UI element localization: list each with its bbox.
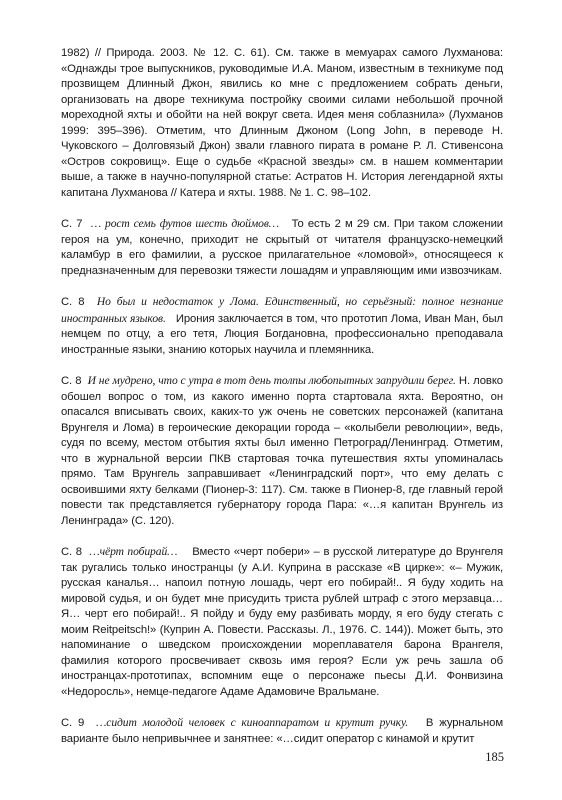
quoted-phrase: …сидит молодой человек с киноаппаратом и крутит ручку.: [96, 716, 409, 729]
page-number: 185: [485, 750, 504, 764]
commentary-text: Вместо «черт побери» – в русской литературе до Врунгеля так ругались только иностранцы (у А.И. Куприна в рассказе «В цирке»: «– Мужик, русская каналья… напоил потную лошадь, черт его побирай!.. Я буду ходить на мировой судья, и он будет мне присудить триста рублей штраф с этого мерзавца… Я… черт его побирай!.. Я пойду и буду ему разбивать морду, я его буду стегать с моим Reitpeitsch!» (Куприн А. Повести. Рассказы. Л., 1976. С. 144)). Может быть, это напоминание о шведском происхождении мореплавателя барона Врангеля, фамилия которого просвечивает сквозь имя героя? Если уж речь зашла об иностранцах-прототипах, вспомним еще о персонаже пьесы Д.И. Фонвизина «Недоросль», немце-педагоге Адаме Адамовиче Вральмане.: [61, 546, 503, 698]
page-reference: С. 7: [61, 218, 83, 230]
commentary-entry: [61, 294, 503, 358]
page-body: [61, 46, 503, 747]
commentary-text: Н. ловко обошел вопрос о том, из какого именно порта стартовала яхта. Вероятно, он опасался вписывать своих, каких-то уж очень не советских персонажей (капитана Врунгеля и Лома) в героические декорации города – «колыбели революции», ведь, судя по всему, местом отбытия яхты был именно Петроград/Ленинград. Отметим, что в журнальной версии ПКВ стартовая точка путешествия яхты упоминалась прямо. Там Врунгель заправшивает «Ленинградский порт», что ему делать с освоившими яхту белками (Пионер-3: 117). См. также в Пионер-8, где главный герой повести так представляется губернатору города Пара: «…я капитан Врунгель из Ленинграда» (С. 120).: [61, 375, 503, 527]
page-reference: С. 8: [61, 375, 82, 387]
intro-paragraph: 1982) // Природа. 2003. № 12. С. 61). См. также в мемуарах самого Лухманова: «Однажды трое выпускников, руководимые И.А. Маном, известным в техникуме под прозвищем Длинный Джон, явились ко мне с предложением собрать деньги, организовать на дворе техникума постройку своими силами небольшой прочной мореходной яхты и обойти на ней вокруг света. Идея меня соблазнила» (Лухманов 1999: 395–396). Отметим, что Длинным Джоном (Long John, в переводе Н. Чуковского – Долговязый Джон) звали главного пирата в романе Р. Л. Стивенсона «Остров сокровищ». Еще о судьбе «Красной звезды» см. в нашем комментарии выше, а также в научно-популярной статье: Астратов Н. История легендарной яхты капитана Лухманова // Катера и яхты. 1988. № 1. С. 98–102.: [61, 47, 503, 199]
page-reference: С. 9: [61, 717, 85, 729]
page-reference: С. 8: [61, 546, 82, 558]
page-reference: С. 8: [61, 296, 85, 308]
commentary-text: Ирония заключается в том, что прототип Лома, Иван Ман, был немцем по отцу, а его тетя, Люция Богдановна, профессионально преподавала иностранные языки, знанию которых научила и племянника.: [61, 312, 503, 356]
quoted-phrase: И не мудрено, что с утра в тот день толпы любопытных запрудили берег.: [87, 374, 456, 387]
commentary-entry: [61, 373, 503, 529]
commentary-text: То есть 2 м 29 см. При таком сложении героя на ум, конечно, приходит не скрытый от читателя французско-немецкий каламбур в его фамилии, а русское прилагательное «ломовой», относящееся к предназначенным для перевозки тяжести лошадям и управляющим ими извозчикам.: [61, 218, 503, 277]
commentary-text: В журнальном варианте было непривычнее и занятнее: «…сидит оператор с кинамой и крутит: [61, 717, 504, 745]
commentary-entry: [61, 544, 503, 700]
quoted-phrase: … рост семь футов шесть дюймов…: [90, 217, 280, 230]
commentary-entry: [61, 715, 503, 747]
quoted-phrase: Но был и недостаток у Лома. Единственный, но серьёзный: полное незнание иностранных языков.: [61, 295, 504, 325]
quoted-phrase: …чёрт побирай…: [89, 545, 178, 558]
commentary-entry: [61, 216, 503, 279]
